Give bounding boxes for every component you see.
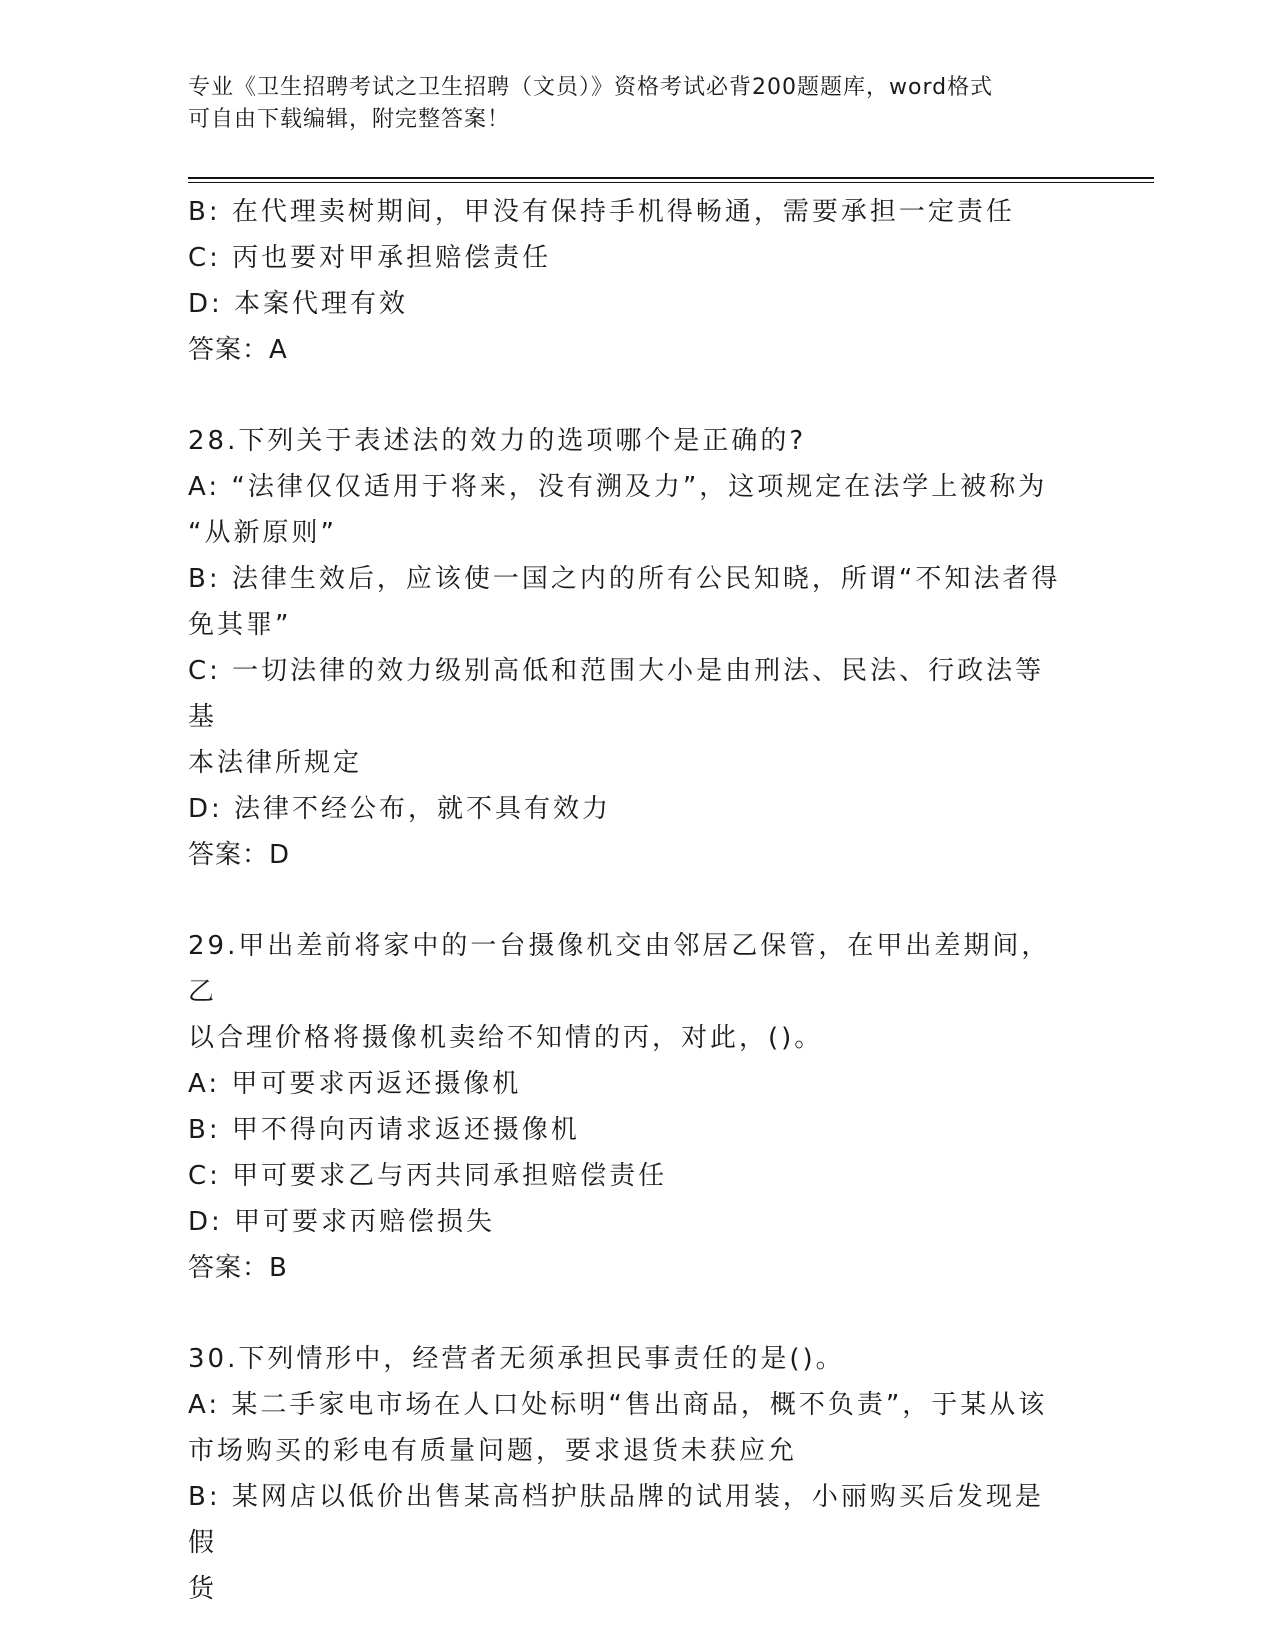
q29-stem-line2: 以合理价格将摄像机卖给不知情的丙，对此，()。	[188, 1023, 824, 1053]
q28-answer: 答案：D	[188, 840, 291, 870]
document-body	[188, 189, 1068, 1612]
spacer	[188, 878, 1068, 923]
q29-option-d: D: 甲可要求丙赔偿损失	[188, 1207, 496, 1237]
q30-option-b-line1: B: 某网店以低价出售某高档护肤品牌的试用装，小丽购买后发现是假	[188, 1482, 1044, 1558]
header-rule-thin	[188, 182, 1154, 183]
q28-option-b-line1: B: 法律生效后，应该使一国之内的所有公民知晓，所谓“不知法者得	[188, 564, 1061, 594]
q27-option-d: D: 本案代理有效	[188, 289, 409, 319]
q29-option-a: A: 甲可要求丙返还摄像机	[188, 1069, 522, 1099]
q28-option-c-line2: 本法律所规定	[188, 748, 363, 778]
q28-option-b-line2: 免其罪”	[188, 610, 292, 640]
spacer	[188, 1291, 1068, 1336]
header-line-2: 可自由下载编辑，附完整答案！	[188, 107, 511, 132]
q28-option-d: D: 法律不经公布，就不具有效力	[188, 794, 612, 824]
spacer	[188, 373, 1068, 418]
q30-stem: 30.下列情形中，经营者无须承担民事责任的是()。	[188, 1344, 845, 1374]
header-line-1: 专业《卫生招聘考试之卫生招聘（文员）》资格考试必背200题题库，word格式	[188, 75, 994, 100]
q29-stem-line1: 29.甲出差前将家中的一台摄像机交由邻居乙保管，在甲出差期间，乙	[188, 931, 1051, 1007]
q28-option-a-line1: A: “法律仅仅适用于将来，没有溯及力”，这项规定在法学上被称为	[188, 472, 1048, 502]
q28-option-a-line2: “从新原则”	[188, 518, 337, 548]
q29-option-c: C: 甲可要求乙与丙共同承担赔偿责任	[188, 1161, 668, 1191]
q28-stem: 28.下列关于表述法的效力的选项哪个是正确的?	[188, 426, 807, 456]
q27-answer: 答案：A	[188, 335, 288, 365]
q29-option-b: B: 甲不得向丙请求返还摄像机	[188, 1115, 580, 1145]
q27-option-c: C: 丙也要对甲承担赔偿责任	[188, 243, 552, 273]
header-rule-thick	[188, 177, 1154, 179]
q29-answer: 答案：B	[188, 1253, 288, 1283]
q30-option-a-line1: A: 某二手家电市场在人口处标明“售出商品，概不负责”，于某从该	[188, 1390, 1048, 1420]
q30-option-b-line2: 货	[188, 1574, 218, 1604]
document-header	[188, 72, 1068, 136]
q28-option-c-line1: C: 一切法律的效力级别高低和范围大小是由刑法、民法、行政法等基	[188, 656, 1045, 732]
q30-option-a-line2: 市场购买的彩电有质量问题，要求退货未获应允	[188, 1436, 798, 1466]
q27-option-b: B: 在代理卖树期间，甲没有保持手机得畅通，需要承担一定责任	[188, 197, 1015, 227]
